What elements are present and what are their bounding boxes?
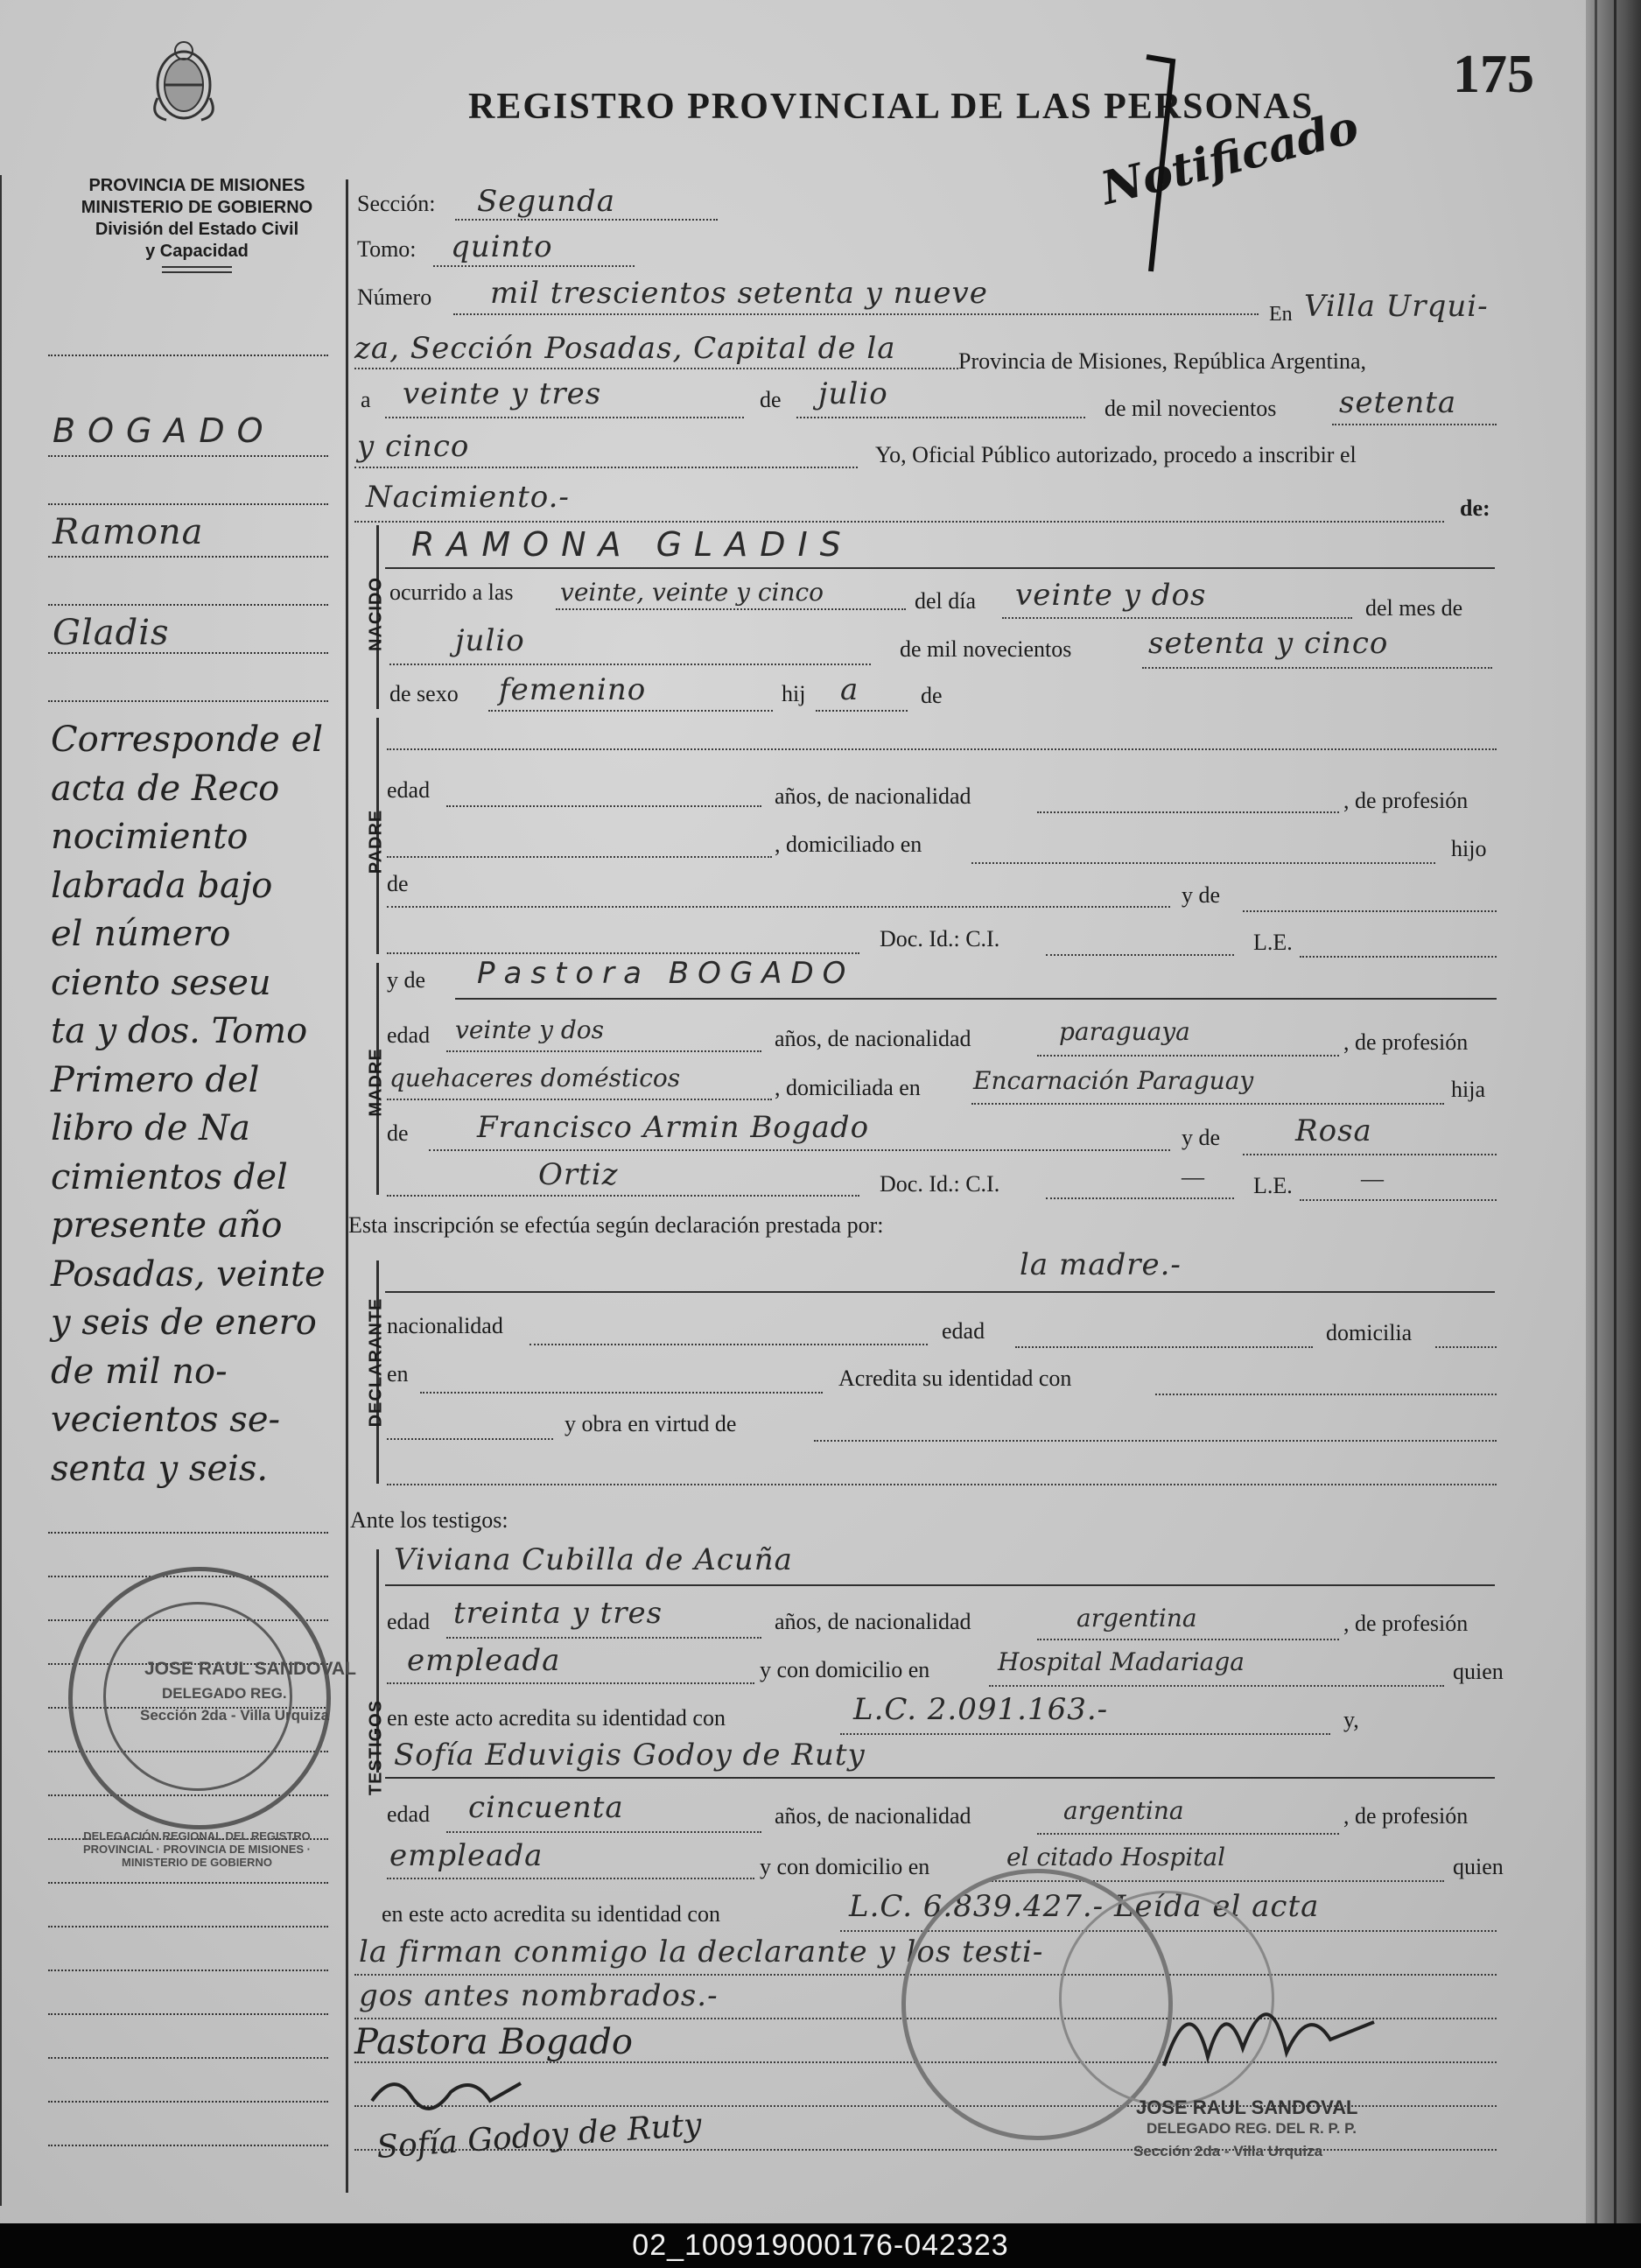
closing-line-2: gos antes nombrados.- — [359, 1978, 719, 2013]
margin-surname: BOGADO — [53, 411, 276, 450]
mil-novecientos-label: de mil novecientos — [1105, 396, 1277, 421]
madre-profesion-label: , de profesión — [1343, 1029, 1469, 1055]
signature-1: Pastora Bogado — [354, 2022, 633, 2062]
madre-edad-value: veinte y dos — [455, 1015, 604, 1044]
de-label: de — [760, 387, 782, 412]
mes-value: julio — [455, 623, 525, 658]
pen-mark-icon — [1120, 53, 1208, 280]
madre-nac-label: años, de nacionalidad — [775, 1026, 971, 1051]
tomo-value: quinto — [451, 229, 553, 264]
margin-note-line: Primero del — [51, 1059, 260, 1100]
t1-doc-value: L.C. 2.091.163.- — [853, 1692, 1109, 1727]
seal-left-ring-text: DELEGACIÓN REGIONAL DEL REGISTRO PROVINCIAL · PROVINCIA DE MISIONES · MINISTERIO DE GOBIERNO — [82, 1829, 312, 1869]
t2-edad-label: edad — [387, 1801, 431, 1827]
margin-note-line: senta y seis. — [51, 1448, 269, 1489]
padre-doc-label: Doc. Id.: C.I. — [880, 926, 1000, 951]
book-spine — [1586, 0, 1641, 2223]
t2-profesion-label: , de profesión — [1343, 1803, 1469, 1829]
seal-left-name: JOSE RAUL SANDOVAL — [144, 1659, 356, 1679]
t1-edad-label: edad — [387, 1609, 431, 1634]
tomo-label: Tomo: — [357, 236, 417, 262]
madre-name: Pastora BOGADO — [477, 956, 855, 991]
madre-padre-value: Francisco Armin Bogado — [477, 1110, 870, 1145]
en-label: En — [1269, 303, 1293, 326]
date-month: julio — [818, 376, 888, 411]
madre-doc-value: — — [1182, 1164, 1204, 1190]
image-id-footer: 02_100919000176-042323 — [0, 2223, 1641, 2268]
declarante-intro: Esta inscripción se efectúa según declaración prestada por: — [348, 1212, 884, 1238]
margin-note-line: cimientos del — [51, 1156, 288, 1197]
madre-domicilio-value: Encarnación Paraguay — [973, 1066, 1254, 1095]
t1-prof-value: empleada — [407, 1643, 561, 1678]
padre-le-label: L.E. — [1253, 930, 1293, 955]
margin-note-line: labrada bajo — [51, 865, 273, 906]
sexo-value: femenino — [499, 672, 647, 707]
madre-y-de2-label: y de — [1182, 1125, 1221, 1150]
oficial-text: Yo, Oficial Público autorizado, procedo a inscribir el — [875, 442, 1357, 467]
t2-doc-value: L.C. 6.839.427.- Leída el acta — [849, 1889, 1320, 1924]
place-line-2: za, Sección Posadas, Capital de la — [354, 331, 896, 366]
padre-nac-label: años, de nacionalidad — [775, 783, 971, 809]
ocurrido-label: ocurrido a las — [389, 579, 514, 605]
del-dia-label: del día — [915, 588, 977, 614]
page-number: 175 — [1453, 45, 1534, 104]
ministry-label: MINISTERIO DE GOBIERNO — [81, 198, 313, 217]
t1-nac-value: argentina — [1076, 1604, 1197, 1633]
madre-section-label: MADRE — [366, 1048, 386, 1117]
padre-section-label: PADRE — [366, 809, 386, 874]
testigos-intro: Ante los testigos: — [350, 1507, 508, 1533]
seal-right-name: JOSE RAUL SANDOVAL — [1136, 2096, 1358, 2118]
margin-note-line: ciento seseu — [51, 962, 271, 1003]
margin-note-line: de mil no- — [51, 1351, 228, 1392]
madre-hija-label: hija — [1451, 1077, 1485, 1102]
madre-madre-line2: Ortiz — [538, 1157, 619, 1192]
padre-y-de-label: y de — [1182, 882, 1221, 908]
madre-profesion-value: quehaceres domésticos — [389, 1064, 681, 1092]
en-value: Villa Urqui- — [1304, 289, 1489, 324]
date-day: veinte y tres — [403, 376, 602, 411]
testigo-2-name: Sofía Eduvigis Godoy de Ruty — [394, 1738, 866, 1773]
division-label-2: y Capacidad — [145, 242, 249, 261]
nacido-section-label: NACIDO — [366, 577, 386, 651]
nacido-de-label: de — [921, 683, 943, 708]
madre-de-label: de — [387, 1120, 409, 1146]
hij-value: a — [840, 672, 859, 707]
division-label-1: División del Estado Civil — [95, 220, 299, 239]
margin-note — [51, 716, 326, 1493]
t2-edad-value: cincuenta — [468, 1790, 624, 1825]
hora-value: veinte, veinte y cinco — [560, 578, 824, 607]
margin-note-line: vecientos se- — [51, 1400, 281, 1440]
madre-y-de-label: y de — [387, 967, 426, 993]
madre-le-value: — — [1361, 1166, 1384, 1191]
handwritten-annotation: Notificado — [1096, 100, 1364, 216]
madre-doc-label: Doc. Id.: C.I. — [880, 1171, 1000, 1197]
dia-value: veinte y dos — [1015, 578, 1207, 613]
padre-profesion-label: , de profesión — [1343, 788, 1469, 813]
margin-note-line: ta y dos. Tomo — [51, 1011, 308, 1051]
seal-left-section: Sección 2da - Villa Urquiza — [140, 1707, 330, 1724]
declarante-obra-label: y obra en virtud de — [565, 1411, 737, 1436]
del-mes-label: del mes de — [1365, 595, 1463, 621]
date-year: setenta — [1339, 385, 1457, 420]
t2-nac-label: años, de nacionalidad — [775, 1803, 971, 1829]
nacido-mil-novecientos: de mil novecientos — [900, 636, 1072, 662]
testigo-1-name: Viviana Cubilla de Acuña — [394, 1542, 793, 1577]
seal-left-title: DELEGADO REG. — [162, 1685, 287, 1702]
margin-note-line: acta de Reco — [51, 768, 280, 809]
margin-note-line: presente año — [51, 1205, 283, 1246]
de-colon-label: de: — [1460, 495, 1490, 521]
padre-edad-label: edad — [387, 777, 431, 803]
seccion-value: Segunda — [477, 184, 616, 219]
numero-label: Número — [357, 284, 432, 310]
t2-acredita-label: en este acto acredita su identidad con — [382, 1901, 720, 1927]
closing-line-1: la firman conmigo la declarante y los testi- — [359, 1934, 1044, 1970]
testigos-section-label: TESTIGOS — [366, 1699, 386, 1796]
padre-de-label: de — [387, 871, 409, 896]
sexo-label: de sexo — [389, 681, 459, 706]
signature-scrawl-icon — [368, 2066, 525, 2118]
margin-note-line: y seis de enero — [51, 1303, 317, 1343]
nacido-full-name: RAMONA GLADIS — [411, 525, 853, 564]
madre-madre-value: Rosa — [1295, 1113, 1372, 1148]
t1-domicilio-label: y con domicilio en — [760, 1657, 930, 1682]
anio-value: setenta y cinco — [1148, 626, 1389, 661]
t1-dom-value: Hospital Madariaga — [998, 1647, 1245, 1676]
t1-nac-label: años, de nacionalidad — [775, 1609, 971, 1634]
madre-domiciliada-label: , domiciliada en — [775, 1075, 921, 1100]
margin-note-line: libro de Na — [51, 1108, 250, 1148]
acto-value: Nacimiento.- — [366, 480, 570, 515]
t1-profesion-label: , de profesión — [1343, 1611, 1469, 1636]
hij-label: hij — [782, 681, 806, 706]
signature-2: Sofía Godoy de Ruty — [375, 2107, 703, 2166]
t2-prof-value: empleada — [389, 1838, 543, 1873]
declarante-domicilia-label: domicilia — [1326, 1320, 1413, 1345]
coat-of-arms-icon — [144, 37, 223, 124]
margin-note-line: nocimiento — [51, 817, 249, 857]
seal-right-section: Sección 2da - Villa Urquiza — [1133, 2143, 1323, 2159]
margin-note-line: Corresponde el — [51, 720, 324, 760]
padre-hijo-label: hijo — [1451, 836, 1487, 861]
t2-dom-value: el citado Hospital — [1006, 1843, 1226, 1871]
t2-domicilio-label: y con domicilio en — [760, 1854, 930, 1879]
official-signature-icon — [1155, 1970, 1383, 2083]
madre-le-label: L.E. — [1253, 1173, 1293, 1198]
page-title: REGISTRO PROVINCIAL DE LAS PERSONAS — [468, 87, 1315, 127]
t1-acredita-label: en este acto acredita su identidad con — [387, 1705, 726, 1731]
t2-quien-label: quien — [1453, 1854, 1504, 1879]
seal-right-title: DELEGADO REG. DEL R. P. P. — [1147, 2120, 1357, 2137]
declarante-en-label: en — [387, 1361, 409, 1387]
t2-nac-value: argentina — [1063, 1796, 1184, 1825]
t1-edad-value: treinta y tres — [453, 1596, 663, 1631]
margin-name-1: Ramona — [53, 512, 204, 552]
declarante-section-label: DECLARANTE — [366, 1297, 386, 1428]
margin-note-line: Posadas, veinte — [51, 1253, 326, 1295]
madre-edad-label: edad — [387, 1022, 431, 1048]
t1-y-label: y, — [1343, 1707, 1359, 1732]
declarante-nac-label: nacionalidad — [387, 1313, 503, 1338]
provincia-text: Provincia de Misiones, República Argentina, — [958, 348, 1366, 374]
province-label: PROVINCIA DE MISIONES — [88, 176, 305, 195]
declarante-acredita-label: Acredita su identidad con — [838, 1366, 1072, 1391]
padre-domiciliado-label: , domiciliado en — [775, 832, 922, 857]
numero-value: mil trescientos setenta y nueve — [490, 276, 988, 311]
declarante-value: la madre.- — [1020, 1247, 1182, 1282]
a-label: a — [361, 387, 371, 412]
seccion-label: Sección: — [357, 191, 436, 216]
madre-nac-value: paraguaya — [1059, 1017, 1190, 1046]
declarante-edad-label: edad — [942, 1318, 985, 1344]
year-line-2: y cinco — [357, 429, 470, 464]
t1-quien-label: quien — [1453, 1659, 1504, 1684]
margin-name-2: Gladis — [53, 613, 170, 653]
margin-note-line: el número — [51, 914, 231, 954]
